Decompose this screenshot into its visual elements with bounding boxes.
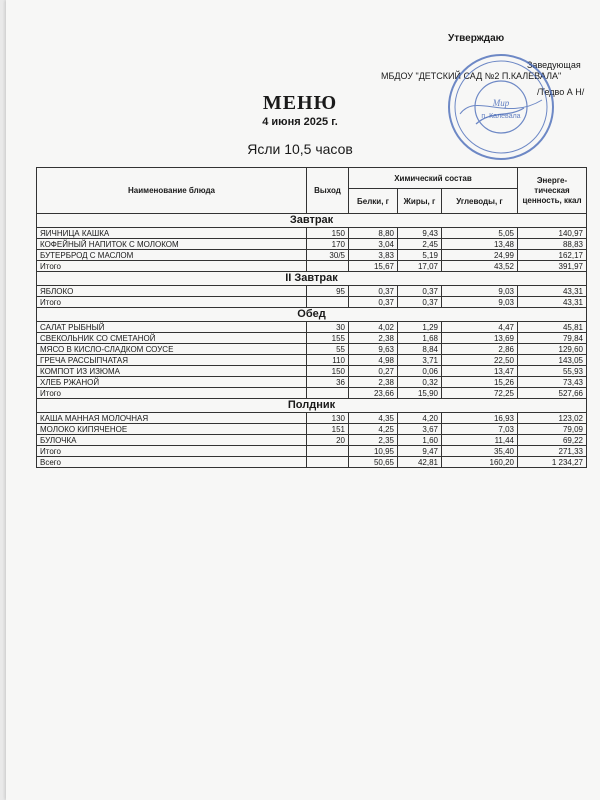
section-header xyxy=(37,272,587,286)
section-header xyxy=(37,308,587,322)
cell-proteins: 2,35 xyxy=(349,435,398,446)
cell-carbs: 43,52 xyxy=(442,261,518,272)
svg-text:Мир: Мир xyxy=(492,98,510,108)
cell-proteins: 0,37 xyxy=(349,286,398,297)
table-row xyxy=(37,333,587,344)
col-header-fats: Жиры, г xyxy=(398,189,442,214)
cell-fats: 0,37 xyxy=(398,297,442,308)
cell-proteins: 2,38 xyxy=(349,377,398,388)
cell-energy: 129,60 xyxy=(518,344,587,355)
cell-name: КАША МАННАЯ МОЛОЧНАЯ xyxy=(37,413,307,424)
stamp-text: п. Калевала xyxy=(481,113,521,120)
cell-name: ЯИЧНИЦА КАШКА xyxy=(37,228,307,239)
cell-name: Итого xyxy=(37,388,307,399)
cell-name: КОМПОТ ИЗ ИЗЮМА xyxy=(37,366,307,377)
cell-name: САЛАТ РЫБНЫЙ xyxy=(37,322,307,333)
cell-carbs: 16,93 xyxy=(442,413,518,424)
table-row xyxy=(37,286,587,297)
cell-energy: 79,09 xyxy=(518,424,587,435)
cell-fats: 2,45 xyxy=(398,239,442,250)
cell-proteins: 50,65 xyxy=(349,457,398,468)
menu-table xyxy=(36,167,587,468)
cell-output xyxy=(307,388,349,399)
col-header-output: Выход xyxy=(307,168,349,214)
cell-energy: 391,97 xyxy=(518,261,587,272)
cell-energy: 271,33 xyxy=(518,446,587,457)
table-row xyxy=(37,228,587,239)
menu-date: 4 июня 2025 г. xyxy=(262,116,338,128)
cell-fats: 42,81 xyxy=(398,457,442,468)
cell-fats: 4,20 xyxy=(398,413,442,424)
cell-name: ГРЕЧА РАССЫПЧАТАЯ xyxy=(37,355,307,366)
section-title: Обед xyxy=(37,308,587,322)
cell-output xyxy=(307,446,349,457)
cell-output: 110 xyxy=(307,355,349,366)
cell-energy: 88,83 xyxy=(518,239,587,250)
cell-carbs: 4,47 xyxy=(442,322,518,333)
cell-fats: 8,84 xyxy=(398,344,442,355)
cell-output: 150 xyxy=(307,366,349,377)
table-row xyxy=(37,413,587,424)
cell-carbs: 2,86 xyxy=(442,344,518,355)
cell-name: СВЕКОЛЬНИК СО СМЕТАНОЙ xyxy=(37,333,307,344)
cell-fats: 3,67 xyxy=(398,424,442,435)
cell-energy: 45,81 xyxy=(518,322,587,333)
cell-output: 151 xyxy=(307,424,349,435)
cell-output: 55 xyxy=(307,344,349,355)
section-header xyxy=(37,214,587,228)
cell-proteins: 0,27 xyxy=(349,366,398,377)
cell-carbs: 22,50 xyxy=(442,355,518,366)
cell-output: 30 xyxy=(307,322,349,333)
section-title: Завтрак xyxy=(37,214,587,228)
cell-name: БУТЕРБРОД С МАСЛОМ xyxy=(37,250,307,261)
cell-name: КОФЕЙНЫЙ НАПИТОК С МОЛОКОМ xyxy=(37,239,307,250)
cell-carbs: 5,05 xyxy=(442,228,518,239)
cell-proteins: 2,38 xyxy=(349,333,398,344)
cell-output: 95 xyxy=(307,286,349,297)
subtotal-row xyxy=(37,297,587,308)
table-row xyxy=(37,355,587,366)
cell-output: 30/5 xyxy=(307,250,349,261)
cell-carbs: 13,47 xyxy=(442,366,518,377)
cell-carbs: 9,03 xyxy=(442,297,518,308)
cell-name: БУЛОЧКА xyxy=(37,435,307,446)
page-title: МЕНЮ xyxy=(262,92,338,114)
cell-proteins: 15,67 xyxy=(349,261,398,272)
cell-fats: 0,32 xyxy=(398,377,442,388)
cell-proteins: 10,95 xyxy=(349,446,398,457)
col-header-proteins: Белки, г xyxy=(349,189,398,214)
cell-carbs: 160,20 xyxy=(442,457,518,468)
cell-output: 36 xyxy=(307,377,349,388)
cell-energy: 123,02 xyxy=(518,413,587,424)
cell-carbs: 13,48 xyxy=(442,239,518,250)
cell-fats: 15,90 xyxy=(398,388,442,399)
cell-energy: 43,31 xyxy=(518,286,587,297)
cell-output: 20 xyxy=(307,435,349,446)
table-row xyxy=(37,344,587,355)
cell-proteins: 23,66 xyxy=(349,388,398,399)
cell-energy: 79,84 xyxy=(518,333,587,344)
cell-fats: 9,47 xyxy=(398,446,442,457)
menu-table-body xyxy=(37,214,587,468)
cell-carbs: 7,03 xyxy=(442,424,518,435)
cell-name: Итого xyxy=(37,297,307,308)
cell-proteins: 4,35 xyxy=(349,413,398,424)
cell-name: МОЛОКО КИПЯЧЕНОЕ xyxy=(37,424,307,435)
table-row xyxy=(37,377,587,388)
cell-fats: 0,06 xyxy=(398,366,442,377)
menu-group: Ясли 10,5 часов xyxy=(247,141,353,157)
col-header-name: Наименование блюда xyxy=(37,168,307,214)
cell-fats: 9,43 xyxy=(398,228,442,239)
cell-carbs: 24,99 xyxy=(442,250,518,261)
approval-title: Утверждаю xyxy=(448,33,505,44)
cell-proteins: 4,98 xyxy=(349,355,398,366)
cell-energy: 527,66 xyxy=(518,388,587,399)
col-header-carbs: Углеводы, г xyxy=(442,189,518,214)
cell-fats: 0,37 xyxy=(398,286,442,297)
cell-output: 155 xyxy=(307,333,349,344)
cell-carbs: 72,25 xyxy=(442,388,518,399)
subtotal-row xyxy=(37,261,587,272)
cell-fats: 1,29 xyxy=(398,322,442,333)
section-title: Полдник xyxy=(37,399,587,413)
cell-proteins: 3,04 xyxy=(349,239,398,250)
table-row xyxy=(37,250,587,261)
cell-fats: 1,60 xyxy=(398,435,442,446)
table-row xyxy=(37,322,587,333)
cell-carbs: 9,03 xyxy=(442,286,518,297)
section-header xyxy=(37,399,587,413)
col-header-energy: Энерге-тическая ценность, ккал xyxy=(518,168,587,214)
cell-energy: 162,17 xyxy=(518,250,587,261)
cell-fats: 3,71 xyxy=(398,355,442,366)
approval-position: Заведующая xyxy=(527,60,581,70)
cell-output xyxy=(307,261,349,272)
cell-energy: 43,31 xyxy=(518,297,587,308)
cell-proteins: 4,02 xyxy=(349,322,398,333)
cell-output: 150 xyxy=(307,228,349,239)
cell-proteins: 0,37 xyxy=(349,297,398,308)
cell-fats: 1,68 xyxy=(398,333,442,344)
cell-energy: 140,97 xyxy=(518,228,587,239)
table-row xyxy=(37,435,587,446)
approval-signature: /Тедво А Н/ xyxy=(537,87,585,97)
cell-output: 130 xyxy=(307,413,349,424)
cell-carbs: 11,44 xyxy=(442,435,518,446)
cell-proteins: 4,25 xyxy=(349,424,398,435)
cell-energy: 55,93 xyxy=(518,366,587,377)
grand-total-row xyxy=(37,457,587,468)
cell-energy: 143,05 xyxy=(518,355,587,366)
cell-name: ХЛЕБ РЖАНОЙ xyxy=(37,377,307,388)
section-title: II Завтрак xyxy=(37,272,587,286)
cell-output xyxy=(307,297,349,308)
cell-carbs: 13,69 xyxy=(442,333,518,344)
cell-energy: 1 234,27 xyxy=(518,457,587,468)
table-row xyxy=(37,424,587,435)
cell-carbs: 35,40 xyxy=(442,446,518,457)
cell-name: ЯБЛОКО xyxy=(37,286,307,297)
col-header-chemical: Химический состав xyxy=(349,168,518,189)
approval-organization: МБДОУ "ДЕТСКИЙ САД №2 П.КАЛЕВАЛА" xyxy=(381,71,562,81)
subtotal-row xyxy=(37,388,587,399)
cell-name: Всего xyxy=(37,457,307,468)
cell-name: МЯСО В КИСЛО-СЛАДКОМ СОУСЕ xyxy=(37,344,307,355)
cell-name: Итого xyxy=(37,446,307,457)
table-row xyxy=(37,366,587,377)
cell-fats: 5,19 xyxy=(398,250,442,261)
cell-fats: 17,07 xyxy=(398,261,442,272)
cell-name: Итого xyxy=(37,261,307,272)
subtotal-row xyxy=(37,446,587,457)
cell-energy: 73,43 xyxy=(518,377,587,388)
cell-output: 170 xyxy=(307,239,349,250)
cell-energy: 69,22 xyxy=(518,435,587,446)
cell-output xyxy=(307,457,349,468)
cell-carbs: 15,26 xyxy=(442,377,518,388)
cell-proteins: 9,63 xyxy=(349,344,398,355)
table-row xyxy=(37,239,587,250)
cell-proteins: 3,83 xyxy=(349,250,398,261)
cell-proteins: 8,80 xyxy=(349,228,398,239)
